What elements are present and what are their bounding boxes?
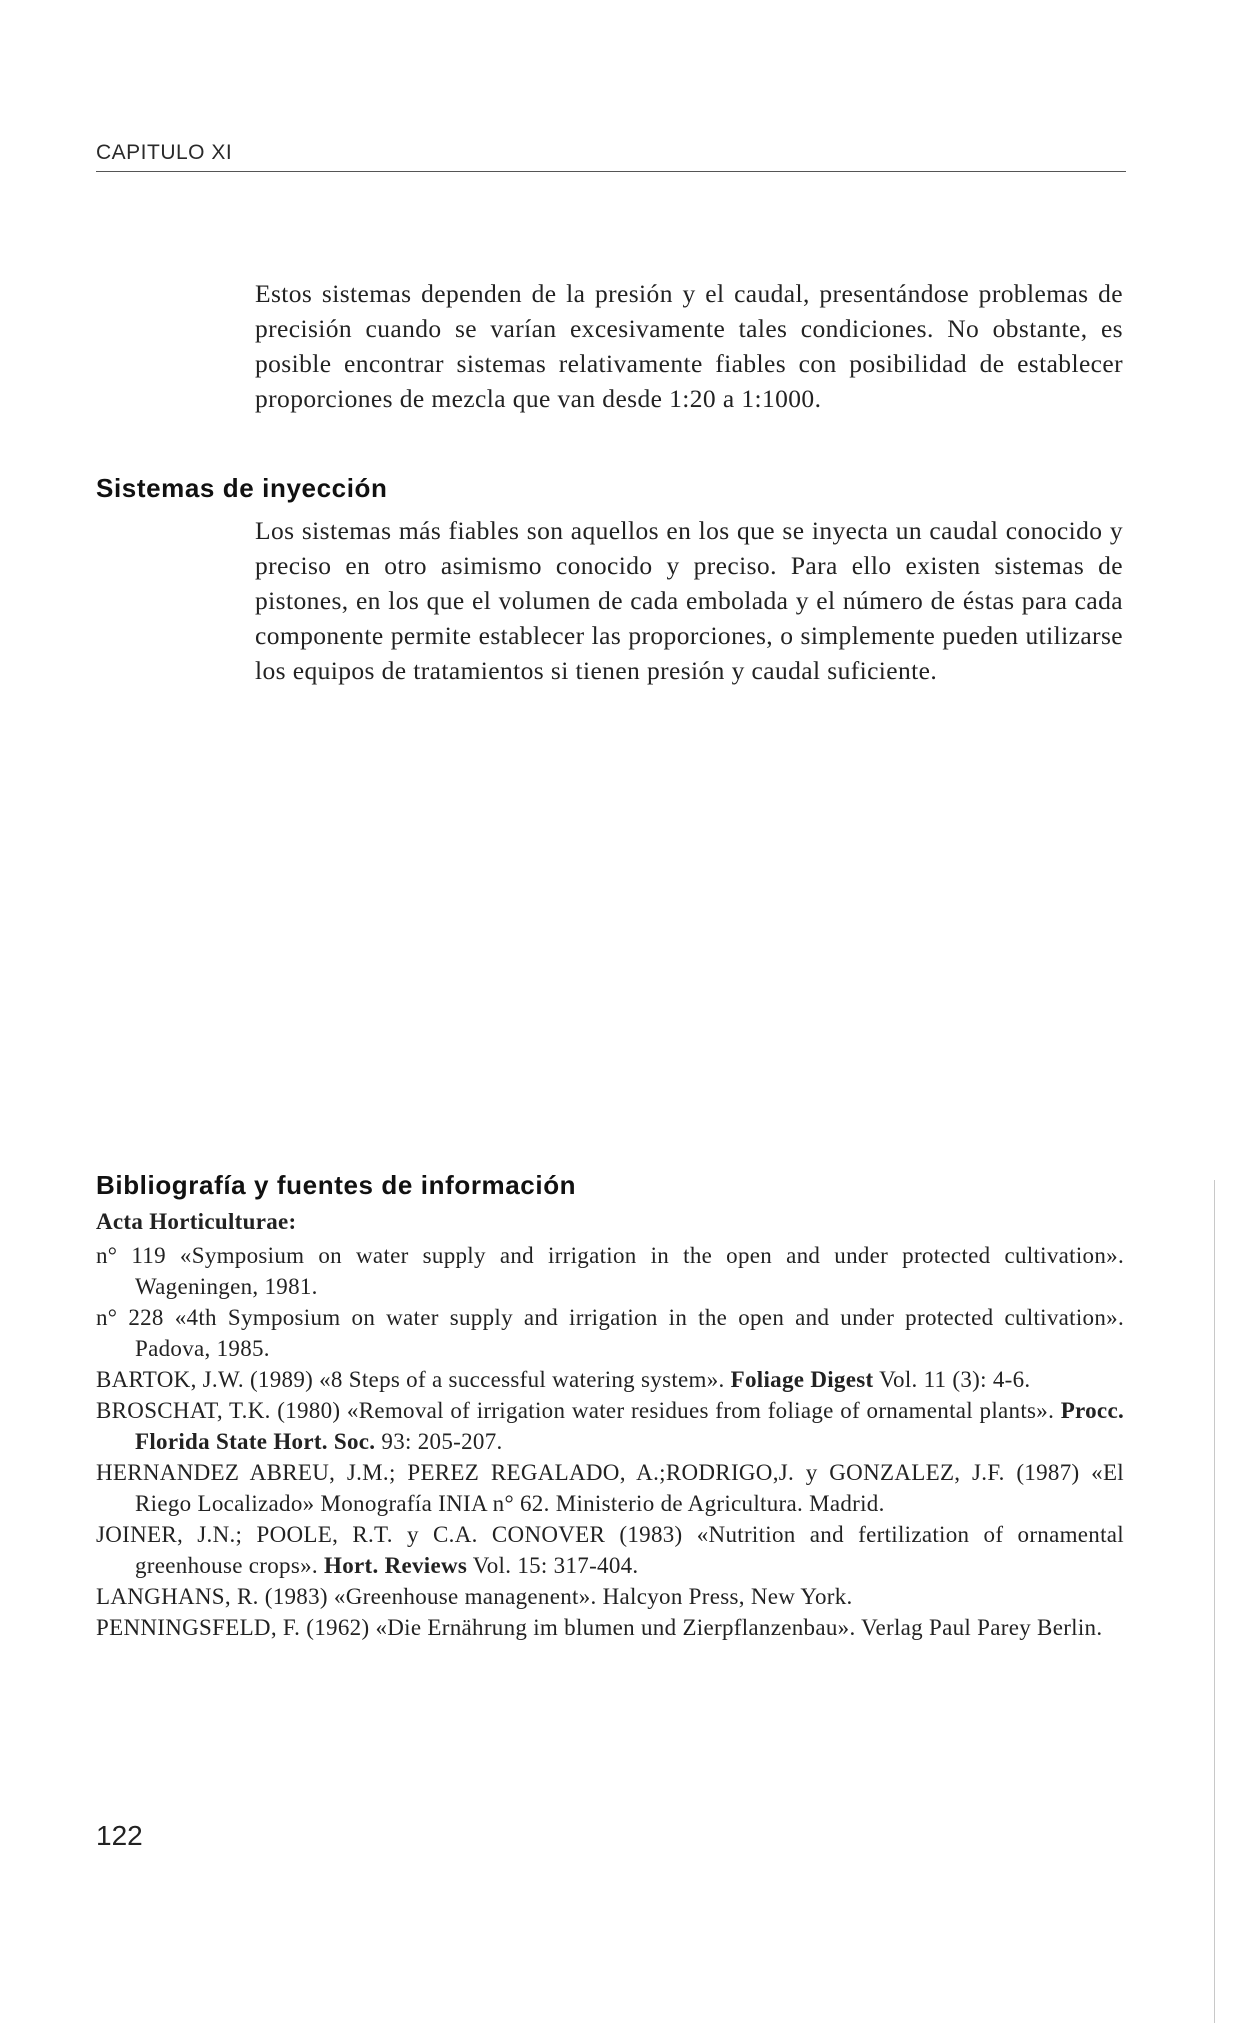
bib-bartok-journal: Foliage Digest <box>730 1367 874 1392</box>
bib-joiner-volume: Vol. 15: 317-404. <box>467 1553 639 1578</box>
bib-entry-bartok <box>96 1364 1124 1395</box>
page-number: 122 <box>96 1820 143 1851</box>
bib-source-label: Acta Horticulturae: <box>96 1209 297 1234</box>
bib-entry-joiner <box>96 1519 1124 1581</box>
bib-bartok-text: BARTOK, J.W. (1989) «8 Steps of a successful watering system». <box>96 1367 731 1392</box>
paragraph-1: Estos sistemas dependen de la presión y el caudal, presentándose problemas de precisión cuando se varían excesivamente tales condiciones. No obstante, es posible encontrar sistemas relativamente fiables con posibilidad de establecer proporciones de mezcla que van desde 1:20 a 1:1000. <box>255 279 1123 413</box>
bib-entry-broschat <box>96 1395 1124 1457</box>
bib-entry-acta-119: n° 119 «Symposium on water supply and irrigation in the open and under protected cultivation». Wageningen, 1981. <box>96 1243 1124 1299</box>
bib-entry-acta-228: n° 228 «4th Symposium on water supply and irrigation in the open and under protected cultivation». Padova, 1985. <box>96 1305 1124 1361</box>
running-head: CAPITULO XI <box>96 141 233 164</box>
bib-broschat-text: BROSCHAT, T.K. (1980) «Removal of irrigation water residues from foliage of ornamental plants». <box>96 1398 1061 1423</box>
bib-entry-langhans: LANGHANS, R. (1983) «Greenhouse managenent». Halcyon Press, New York. <box>96 1584 853 1609</box>
bib-joiner-journal: Hort. Reviews <box>324 1553 468 1578</box>
bib-broschat-volume: 93: 205-207. <box>375 1429 503 1454</box>
section-heading-inyeccion: Sistemas de inyección <box>96 473 388 503</box>
scan-edge-line <box>1214 1180 1215 2023</box>
bib-bartok-volume: Vol. 11 (3): 4-6. <box>873 1367 1031 1392</box>
bib-entry-penningsfeld: PENNINGSFELD, F. (1962) «Die Ernährung im blumen und Zierpflanzenbau». Verlag Paul Parey Berlin. <box>96 1615 1103 1640</box>
bib-entry-hernandez: HERNANDEZ ABREU, J.M.; PEREZ REGALADO, A.;RODRIGO,J. y GONZALEZ, J.F. (1987) «El Riego Localizado» Monografía INIA n° 62. Ministerio de Agricultura. Madrid. <box>96 1460 1124 1516</box>
paragraph-2: Los sistemas más fiables son aquellos en los que se inyecta un caudal conocido y preciso en otro asimismo conocido y preciso. Para ello existen sistemas de pistones, en los que el volumen de cada embolada y el número de éstas para cada componente permite establecer las proporciones, o simplemente pueden utilizarse los equipos de tratamientos si tienen presión y caudal suficiente. <box>255 516 1123 685</box>
bib-joiner-text: JOINER, J.N.; POOLE, R.T. y C.A. CONOVER (1983) «Nutrition and fertilization of ornamental greenhouse crops». <box>96 1522 1124 1578</box>
bibliography-list <box>96 1206 1124 1643</box>
header-divider <box>96 171 1126 172</box>
bib-broschat-journal: Procc. Florida State Hort. Soc. <box>135 1398 1124 1454</box>
section-heading-bibliografia: Bibliografía y fuentes de información <box>96 1170 577 1200</box>
